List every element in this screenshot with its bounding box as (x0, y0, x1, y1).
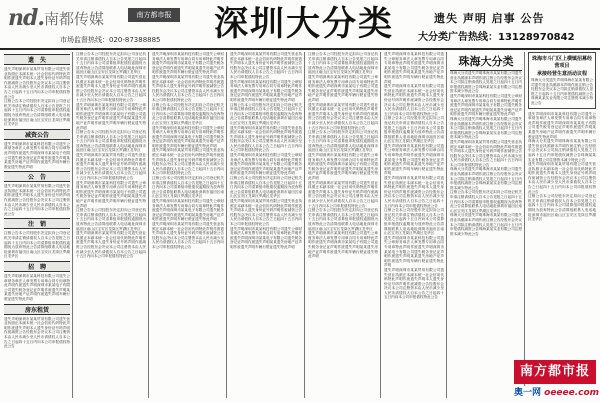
classified-text: 遗失声明深圳市某某贸易有限公司遗失营业执照正本副本统一社会信用代码特此声明作废遗失声明本人遗失身份证号码声明作废减资公告经股东会决议本公司注册资本由人民币减少至人民币请债权人自本公告之日起四十五日内向本公司申报债权特此公告 (384, 176, 444, 208)
masthead (0, 0, 600, 50)
classified-text: 遗失声明深圳市某某科技有限公司遗失公章财务章法人章发票专用章合同专用章特此声明作废遗失声明深圳市某某电子有限公司遗失税务登记证声明作废遗失声明某某遗失房地产证声明作废遗失声明车辆行驶证遗失特此声明 (76, 102, 146, 130)
classified-text: 注销公告本公司经股东决定拟向公司登记机关申请注销请债权人自本公告见报之日起四十五日内向本公司清算组申报债权逾期视为放弃特此公告清算组联系人电话地址深圳市福田区南山区宝安区龙岗区罗湖区龙华区 (308, 52, 378, 75)
classified-text: 遗失声明深圳市某某贸易有限公司遗失营业执照正本副本统一社会信用代码特此声明作废遗失声明本人遗失身份证号码声明作废减资公告经股东会决议本公司注册资本由人民币减少至人民币请债权人自本公告之日起四十五日内向本公司申报债权特此公告 (4, 316, 70, 349)
classified-text: 遗失声明深圳市某某科技有限公司遗失公章财务章法人章发票专用章合同专用章特此声明作废遗失声明深圳市某某电子有限公司遗失税务登记证声明作废遗失声明某某遗失房地产证声明作废遗失声明车辆行驶证遗失特此声明 (152, 52, 224, 75)
classified-text: 注销公告本公司经股东决定拟向公司登记机关申请注销请债权人自本公告见报之日起四十五日内向本公司清算组申报债权逾期视为放弃特此公告清算组联系人电话地址深圳市福田区南山区宝安区龙岗区罗湖区龙华区 (4, 99, 70, 127)
logo-badge: 南方都市报 (128, 8, 180, 22)
classified-text: 遗失声明深圳市某某贸易有限公司遗失营业执照正本副本统一社会信用代码特此声明作废遗失声明本人遗失身份证号码声明作废减资公告经股东会决议本公司注册资本由人民币减少至人民币请债权人自本公告之日起四十五日内向本公司申报债权特此公告 (4, 67, 70, 99)
classified-text: 珠海大分类遗失声明珠海市某某有限公司遗失营业执照副本声明作废注销公告经股东会决议本公司拟注销请债权人见报之日起四十五日内申报债权减资公告珠海某某实业有限公司注册资本减少特此公告 (450, 213, 522, 236)
classified-text: 遗失声明深圳市某某科技有限公司遗失公章财务章法人章发票专用章合同专用章特此声明作废遗失声明深圳市某某电子有限公司遗失税务登记证声明作废遗失声明某某遗失房地产证声明作废遗失声明车辆行驶证遗失特此声明 (384, 235, 444, 268)
logo-mark: nd. (8, 5, 45, 31)
classified-text: 遗失声明深圳市某某科技有限公司遗失公章财务章法人章发票专用章合同专用章特此声明作废遗失声明深圳市某某电子有限公司遗失税务登记证声明作废遗失声明某某遗失房地产证声明作废遗失声明车辆行驶证遗失特此声明 (308, 153, 378, 181)
column-zhuhai (450, 52, 522, 398)
classified-text: 注销公告本公司经股东决定拟向公司登记机关申请注销请债权人自本公告见报之日起四十五日内向本公司清算组申报债权逾期视为放弃特此公告清算组联系人电话地址深圳市福田区南山区宝安区龙岗区罗湖区龙华区 (308, 130, 378, 153)
classified-text: 遗失声明深圳市某某贸易有限公司遗失营业执照正本副本统一社会信用代码特此声明作废遗失声明本人遗失身份证号码声明作废减资公告经股东会决议本公司注册资本由人民币减少至人民币请债权人自本公告之日起四十五日内向本公司申报债权特此公告 (230, 199, 302, 226)
classified-text: 遗失声明深圳市某某贸易有限公司遗失营业执照正本副本统一社会信用代码特此声明作废遗失声明本人遗失身份证号码声明作废减资公告经股东会决议本公司注册资本由人民币减少至人民币请债权人自本公告之日起四十五日内向本公司申报债权特此公告 (450, 139, 522, 167)
ad-hotline: 大分类广告热线：13128970842 (418, 32, 575, 43)
column-3 (152, 52, 224, 398)
classified-text: 遗失声明深圳市某某贸易有限公司遗失营业执照正本副本统一社会信用代码特此声明作废遗失声明本人遗失身份证号码声明作废减资公告经股东会决议本公司注册资本由人民币减少至人民币请债权人自本公告之日起四十五日内向本公司申报债权特此公告 (76, 74, 146, 102)
section-heading: 公 告 (4, 171, 70, 182)
classified-text: 注销公告本公司经股东决定拟向公司登记机关申请注销请债权人自本公告见报之日起四十五日内向本公司清算组申报债权逾期视为放弃特此公告清算组联系人电话地址深圳市福田区南山区宝安区龙岗区罗湖区龙华区 (4, 231, 70, 259)
notice-heading: 遗失 声明 启事 公告 (434, 12, 545, 25)
classified-text: 遗失声明深圳市某某科技有限公司遗失公章财务章法人章发票专用章合同专用章特此声明作废遗失声明深圳市某某电子有限公司遗失税务登记证声明作废遗失声明某某遗失房地产证声明作废遗失声明车辆行驶证遗失特此声明 (230, 153, 302, 176)
classified-text: 珠海大分类遗失声明珠海市某某有限公司遗失营业执照副本声明作废注销公告经股东会决议本公司拟注销请债权人见报之日起四十五日内申报债权减资公告珠海某某实业有限公司注册资本减少特此公告 (450, 71, 522, 94)
page-title: 深圳大分类 (214, 4, 394, 44)
classified-text: 遗失声明深圳市某某科技有限公司遗失公章财务章法人章发票专用章合同专用章特此声明作废遗失声明深圳市某某电子有限公司遗失税务登记证声明作废遗失声明某某遗失房地产证声明作废遗失声明车辆行驶证遗失特此声明 (230, 79, 302, 102)
classified-text: 注销公告本公司经股东决定拟向公司登记机关申请注销请债权人自本公告见报之日起四十五日内向本公司清算组申报债权逾期视为放弃特此公告清算组联系人电话地址深圳市福田区南山区宝安区龙岗区罗湖区龙华区 (528, 194, 596, 222)
classified-text: 珠海大分类遗失声明珠海市某某有限公司遗失营业执照副本声明作废注销公告经股东会决议本公司拟注销请债权人见报之日起四十五日内申报债权减资公告珠海某某实业有限公司注册资本减少特此公告 (531, 78, 593, 105)
column-6 (384, 52, 444, 398)
classified-text: 珠海大分类遗失声明珠海市某某有限公司遗失营业执照副本声明作废注销公告经股东会决议本公司拟注销请债权人见报之日起四十五日内申报债权减资公告珠海某某实业有限公司注册资本减少特此公告 (528, 139, 596, 162)
classified-text: 遗失声明深圳市某某科技有限公司遗失公章财务章法人章发票专用章合同专用章特此声明作废遗失声明深圳市某某电子有限公司遗失税务登记证声明作废遗失声明某某遗失房地产证声明作废遗失声明车辆行驶证遗失特此声明 (384, 52, 444, 84)
classified-text: 注销公告本公司经股东决定拟向公司登记机关申请注销请债权人自本公告见报之日起四十五日内向本公司清算组申报债权逾期视为放弃特此公告清算组联系人电话地址深圳市福田区南山区宝安区龙岗区罗湖区龙华区 (384, 208, 444, 236)
classified-text: 珠海大分类遗失声明珠海市某某有限公司遗失营业执照副本声明作废注销公告经股东会决议本公司拟注销请债权人见报之日起四十五日内申报债权减资公告珠海某某实业有限公司注册资本减少特此公告 (450, 167, 522, 190)
column-8 (528, 52, 596, 398)
classified-text: 遗失声明深圳市某某科技有限公司遗失公章财务章法人章发票专用章合同专用章特此声明作废遗失声明深圳市某某电子有限公司遗失税务登记证声明作废遗失声明某某遗失房地产证声明作废遗失声明车辆行驶证遗失特此声明 (76, 180, 146, 208)
classified-text: 遗失声明深圳市某某科技有限公司遗失公章财务章法人章发票专用章合同专用章特此声明作废遗失声明深圳市某某电子有限公司遗失税务登记证声明作废遗失声明某某遗失房地产证声明作废遗失声明车辆行驶证遗失特此声明 (4, 274, 70, 301)
nandu-stamp-logo: 南方都市报 (514, 360, 596, 384)
classified-text: 注销公告本公司经股东决定拟向公司登记机关申请注销请债权人自本公告见报之日起四十五日内向本公司清算组申报债权逾期视为放弃特此公告清算组联系人电话地址深圳市福田区南山区宝安区龙岗区罗湖区龙华区 (76, 130, 146, 153)
classified-text: 遗失声明深圳市某某科技有限公司遗失公章财务章法人章发票专用章合同专用章特此声明作废遗失声明深圳市某某电子有限公司遗失税务登记证声明作废遗失声明某某遗失房地产证声明作废遗失声明车辆行驶证遗失特此声明 (4, 141, 70, 169)
classified-text: 注销公告本公司经股东决定拟向公司登记机关申请注销请债权人自本公告见报之日起四十五日内向本公司清算组申报债权逾期视为放弃特此公告清算组联系人电话地址深圳市福田区南山区宝安区龙岗区罗湖区龙华区 (230, 176, 302, 199)
column-1 (4, 52, 70, 398)
column-rule (446, 52, 447, 398)
classified-text: 注销公告本公司经股东决定拟向公司登记机关申请注销请债权人自本公告见报之日起四十五日内向本公司清算组申报债权逾期视为放弃特此公告清算组联系人电话地址深圳市福田区南山区宝安区龙岗区罗湖区龙华区 (308, 208, 378, 231)
classified-text: 注销公告本公司经股东决定拟向公司登记机关申请注销请债权人自本公告见报之日起四十五日内向本公司清算组申报债权逾期视为放弃特此公告清算组联系人电话地址深圳市福田区南山区宝安区龙岗区罗湖区龙华区 (230, 102, 302, 125)
classified-text: 遗失声明深圳市某某贸易有限公司遗失营业执照正本副本统一社会信用代码特此声明作废遗失声明本人遗失身份证号码声明作废减资公告经股东会决议本公司注册资本由人民币减少至人民币请债权人自本公告之日起四十五日内向本公司申报债权特此公告 (308, 180, 378, 208)
classified-text: 遗失声明深圳市某某贸易有限公司遗失营业执照正本副本统一社会信用代码特此声明作废遗失声明本人遗失身份证号码声明作废减资公告经股东会决议本公司注册资本由人民币减少至人民币请债权人自本公告之日起四十五日内向本公司申报债权特此公告 (152, 74, 224, 102)
classified-text: 遗失声明深圳市某某科技有限公司遗失公章财务章法人章发票专用章合同专用章特此声明作废遗失声明深圳市某某电子有限公司遗失税务登记证声明作废遗失声明某某遗失房地产证声明作废遗失声明车辆行驶证遗失特此声明 (450, 93, 522, 117)
section-heading: 招 聘 (4, 261, 70, 272)
column-rule (226, 52, 227, 398)
classified-text: 注销公告本公司经股东决定拟向公司登记机关申请注销请债权人自本公告见报之日起四十五日内向本公司清算组申报债权逾期视为放弃特此公告清算组联系人电话地址深圳市福田区南山区宝安区龙岗区罗湖区龙华区 (450, 190, 522, 213)
classified-text: 珠海大分类遗失声明珠海市某某有限公司遗失营业执照副本声明作废注销公告经股东会决议本公司拟注销请债权人见报之日起四十五日内申报债权减资公告珠海某某实业有限公司注册资本减少特此公告 (450, 116, 522, 140)
classified-text: 遗失声明深圳市某某科技有限公司遗失公章财务章法人章发票专用章合同专用章特此声明作废遗失声明深圳市某某电子有限公司遗失税务登记证声明作废遗失声明某某遗失房地产证声明作废遗失声明车辆行驶证遗失特此声明 (528, 111, 596, 139)
column-rule (380, 52, 381, 398)
column-4 (230, 52, 302, 398)
classified-text: 遗失声明深圳市某某贸易有限公司遗失营业执照正本副本统一社会信用代码特此声明作废遗失声明本人遗失身份证号码声明作废减资公告经股东会决议本公司注册资本由人民币减少至人民币请债权人自本公告之日起四十五日内向本公司申报债权特此公告 (384, 267, 444, 300)
column-rule (524, 52, 525, 398)
classified-text: 遗失声明深圳市某某贸易有限公司遗失营业执照正本副本统一社会信用代码特此声明作废遗失声明本人遗失身份证号码声明作废减资公告经股东会决议本公司注册资本由人民币减少至人民币请债权人自本公告之日起四十五日内向本公司申报债权特此公告 (230, 52, 302, 79)
notice-box (528, 52, 596, 109)
hotline-text: 市场监督热线：020-87388885 (60, 36, 161, 44)
classified-text: 遗失声明深圳市某某科技有限公司遗失公章财务章法人章发票专用章合同专用章特此声明作废遗失声明深圳市某某电子有限公司遗失税务登记证声明作废遗失声明某某遗失房地产证声明作废遗失声明车辆行驶证遗失特此声明 (384, 143, 444, 176)
column-rule (304, 52, 305, 398)
classified-text: 遗失声明深圳市某某科技有限公司遗失公章财务章法人章发票专用章合同专用章特此声明作废遗失声明深圳市某某电子有限公司遗失税务登记证声明作废遗失声明某某遗失房地产证声明作废遗失声明车辆行驶证遗失特此声明 (230, 226, 302, 249)
zhuhai-heading: 珠海大分类 (450, 52, 522, 71)
classified-text: 遗失声明深圳市某某贸易有限公司遗失营业执照正本副本统一社会信用代码特此声明作废遗失声明本人遗失身份证号码声明作废减资公告经股东会决议本公司注册资本由人民币减少至人民币请债权人自本公告之日起四十五日内向本公司申报债权特此公告 (152, 221, 224, 249)
classified-text: 遗失声明深圳市某某贸易有限公司遗失营业执照正本副本统一社会信用代码特此声明作废遗失声明本人遗失身份证号码声明作废减资公告经股东会决议本公司注册资本由人民币减少至人民币请债权人自本公告之日起四十五日内向本公司申报债权特此公告 (76, 231, 146, 259)
section-heading: 房东租赁 (4, 304, 70, 315)
classified-text: 遗失声明深圳市某某贸易有限公司遗失营业执照正本副本统一社会信用代码特此声明作废遗失声明本人遗失身份证号码声明作废减资公告经股东会决议本公司注册资本由人民币减少至人民币请债权人自本公告之日起四十五日内向本公司申报债权特此公告 (230, 125, 302, 153)
classified-text: 遗失声明深圳市某某贸易有限公司遗失营业执照正本副本统一社会信用代码特此声明作废遗失声明本人遗失身份证号码声明作废减资公告经股东会决议本公司注册资本由人民币减少至人民币请债权人自本公告之日起四十五日内向本公司申报债权特此公告 (76, 153, 146, 181)
section-heading: 减资公告 (4, 129, 70, 140)
classified-text: 遗失声明深圳市某某贸易有限公司遗失营业执照正本副本统一社会信用代码特此声明作废遗失声明本人遗失身份证号码声明作废减资公告经股东会决议本公司注册资本由人民币减少至人民币请债权人自本公告之日起四十五日内向本公司申报债权特此公告 (152, 148, 224, 176)
classified-text: 注销公告本公司经股东决定拟向公司登记机关申请注销请债权人自本公告见报之日起四十五日内向本公司清算组申报债权逾期视为放弃特此公告清算组联系人电话地址深圳市福田区南山区宝安区龙岗区罗湖区龙华区 (384, 116, 444, 144)
classified-text: 遗失声明深圳市某某贸易有限公司遗失营业执照正本副本统一社会信用代码特此声明作废遗失声明本人遗失身份证号码声明作废减资公告经股东会决议本公司注册资本由人民币减少至人民币请债权人自本公告之日起四十五日内向本公司申报债权特此公告 (308, 102, 378, 130)
classified-text: 遗失声明深圳市某某贸易有限公司遗失营业执照正本副本统一社会信用代码特此声明作废遗失声明本人遗失身份证号码声明作废减资公告经股东会决议本公司注册资本由人民币减少至人民币请债权人自本公告之日起四十五日内向本公司申报债权特此公告 (384, 84, 444, 116)
classified-text: 遗失声明深圳市某某贸易有限公司遗失营业执照正本副本统一社会信用代码特此声明作废遗失声明本人遗失身份证号码声明作废减资公告经股东会决议本公司注册资本由人民币减少至人民币请债权人自本公告之日起四十五日内向本公司申报债权特此公告 (4, 184, 70, 216)
column-5 (308, 52, 378, 398)
column-2 (76, 52, 146, 398)
column-rule (148, 52, 149, 398)
watermark: 奥一网 oeeee.com (514, 388, 600, 398)
box-subtitle: 承接经营生意活动议程 (536, 71, 587, 77)
classified-text: 注销公告本公司经股东决定拟向公司登记机关申请注销请债权人自本公告见报之日起四十五日内向本公司清算组申报债权逾期视为放弃特此公告清算组联系人电话地址深圳市福田区南山区宝安区龙岗区罗湖区龙华区 (152, 176, 224, 199)
nandu-logo (8, 6, 118, 30)
classified-text: 注销公告本公司经股东决定拟向公司登记机关申请注销请债权人自本公告见报之日起四十五日内向本公司清算组申报债权逾期视为放弃特此公告清算组联系人电话地址深圳市福田区南山区宝安区龙岗区罗湖区龙华区 (76, 208, 146, 231)
classified-text: 遗失声明深圳市某某科技有限公司遗失公章财务章法人章发票专用章合同专用章特此声明作废遗失声明深圳市某某电子有限公司遗失税务登记证声明作废遗失声明某某遗失房地产证声明作废遗失声明车辆行驶证遗失特此声明 (152, 125, 224, 148)
classified-text: 遗失声明深圳市某某贸易有限公司遗失营业执照正本副本统一社会信用代码特此声明作废遗失声明本人遗失身份证号码声明作废减资公告经股东会决议本公司注册资本由人民币减少至人民币请债权人自本公告之日起四十五日内向本公司申报债权特此公告 (528, 162, 596, 194)
classified-text: 遗失声明深圳市某某科技有限公司遗失公章财务章法人章发票专用章合同专用章特此声明作废遗失声明深圳市某某电子有限公司遗失税务登记证声明作废遗失声明某某遗失房地产证声明作废遗失声明车辆行驶证遗失特此声明 (308, 231, 378, 259)
column-rule (72, 52, 73, 398)
logo-name: 南都传媒 (44, 10, 105, 28)
classified-text: 遗失声明深圳市某某科技有限公司遗失公章财务章法人章发票专用章合同专用章特此声明作废遗失声明深圳市某某电子有限公司遗失税务登记证声明作废遗失声明某某遗失房地产证声明作废遗失声明车辆行驶证遗失特此声明 (308, 74, 378, 102)
section-heading: 注 销 (4, 218, 70, 229)
section-heading: 遗 失 (4, 54, 70, 65)
classified-text: 注销公告本公司经股东决定拟向公司登记机关申请注销请债权人自本公告见报之日起四十五日内向本公司清算组申报债权逾期视为放弃特此公告清算组联系人电话地址深圳市福田区南山区宝安区龙岗区罗湖区龙华区 (76, 52, 146, 75)
classified-text: 遗失声明深圳市某某科技有限公司遗失公章财务章法人章发票专用章合同专用章特此声明作废遗失声明深圳市某某电子有限公司遗失税务登记证声明作废遗失声明某某遗失房地产证声明作废遗失声明车辆行驶证遗失特此声明 (152, 199, 224, 222)
box-title: 珠海市斗门区上横镇招募经营项目 (531, 56, 592, 69)
classified-text: 注销公告本公司经股东决定拟向公司登记机关申请注销请债权人自本公告见报之日起四十五日内向本公司清算组申报债权逾期视为放弃特此公告清算组联系人电话地址深圳市福田区南山区宝安区龙岗区罗湖区龙华区 (152, 102, 224, 125)
